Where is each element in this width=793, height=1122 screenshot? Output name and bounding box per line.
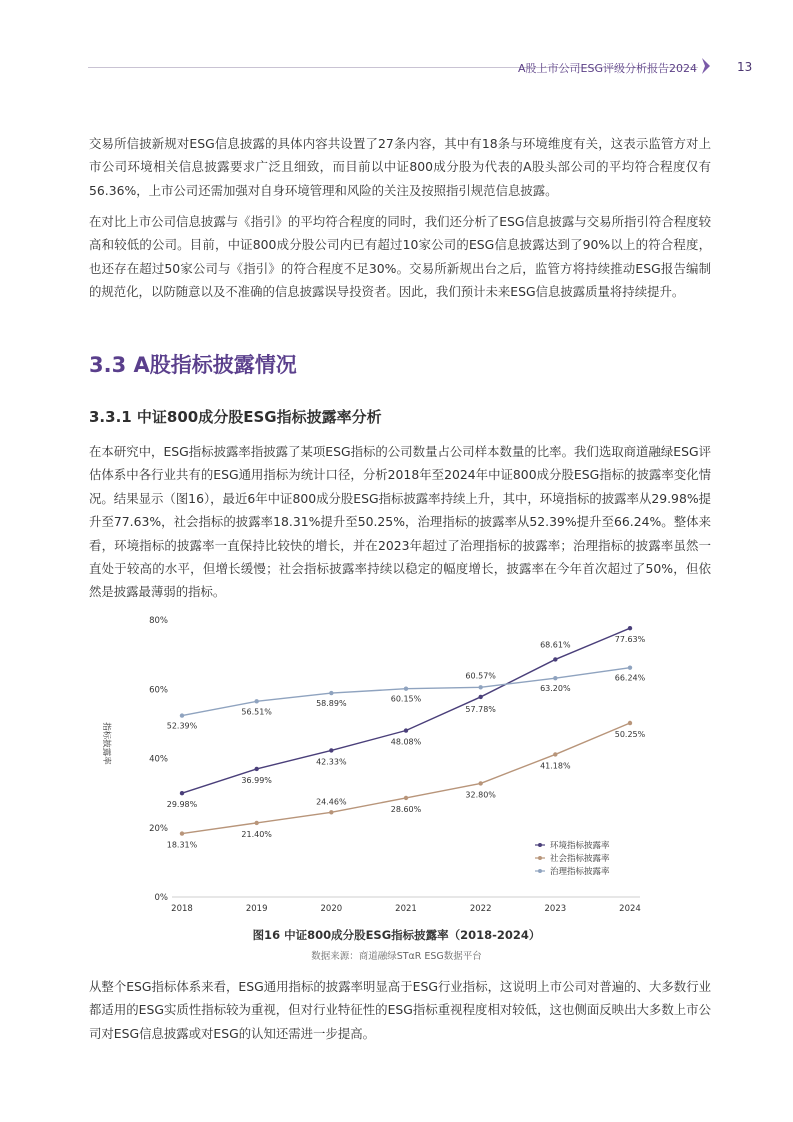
y-tick-label: 40% [149,754,168,765]
x-tick-label: 2019 [245,904,268,914]
data-point [254,767,258,771]
data-label: 48.08% [390,737,422,747]
x-tick-label: 2020 [320,904,343,914]
x-tick-label: 2021 [395,904,417,914]
data-label: 24.46% [316,797,347,807]
data-label: 18.31% [166,840,198,850]
data-point [180,713,184,717]
y-tick-label: 0% [154,893,168,903]
data-point [478,685,482,689]
data-label: 68.61% [540,640,571,650]
data-label: 28.60% [390,804,422,814]
data-point [404,796,408,800]
y-tick-label: 60% [149,685,168,696]
data-label: 50.25% [614,730,646,740]
data-point [553,676,557,680]
data-label: 60.15% [390,694,422,704]
legend-swatch-marker [538,843,542,847]
figure-source: 数据来源：商道融绿STαR ESG数据平台 [311,951,482,962]
data-point [628,665,632,669]
data-label: 60.57% [465,671,496,681]
disclosure-rate-chart [90,605,710,935]
y-tick-label: 20% [149,823,168,834]
data-label: 77.63% [614,635,646,645]
x-tick-label: 2022 [469,904,492,914]
chevron-right-icon [700,57,712,75]
data-label: 52.39% [166,721,198,731]
legend-label: 环境指标披露率 [550,841,610,851]
report-title: A股上市公司ESG评级分析报告2024 [518,62,697,75]
data-label: 36.99% [241,775,272,785]
data-label: 41.18% [540,761,571,771]
data-label: 58.89% [316,699,347,709]
data-point [628,721,632,725]
data-point [404,728,408,732]
legend-label: 社会指标披露率 [550,854,610,864]
data-point [180,831,184,835]
x-tick-label: 2024 [619,904,641,914]
data-point [180,791,184,795]
paragraph-intro: 交易所信披新规对ESG信息披露的具体内容共设置了27条内容，其中有18条与环境维度有关，这表示监管方对上市公司环境相关信息披露要求广泛且细致，而目前以中证800成分股为代表的A股头部公司的平均符合程度仅有56.36%，上市公司还需加强对自身环境管理和风险的关注及按照指引规范信息披露。 [89,136,711,198]
subsection-heading: 3.3.1 中证800成分股ESG指标披露率分析 [89,408,382,426]
y-tick-label: 80% [149,616,168,626]
data-point [478,695,482,699]
data-label: 32.80% [465,790,496,800]
legend-label: 治理指标披露率 [550,867,610,877]
data-point [254,821,258,825]
data-point [404,687,408,691]
x-tick-label: 2018 [171,904,193,914]
data-point [329,810,333,814]
figure-caption: 图16 中证800成分股ESG指标披露率（2018-2024） [252,928,541,942]
data-label: 66.24% [614,673,646,683]
data-point [254,699,258,703]
data-label: 63.20% [540,684,571,694]
data-label: 56.51% [241,707,272,717]
paragraph-comparison: 在对比上市公司信息披露与《指引》的平均符合程度的同时，我们还分析了ESG信息披露与交易所指引符合程度较高和较低的公司。目前，中证800成分股公司内已有超过10家公司的ESG信息披露达到了90%以上的符合程度，也还存在超过50家公司与《指引》的符合程度不足30%。交易所新规出台之后，监管方将持续推动ESG报告编制的规范化，以防随意以及不准确的信息披露误导投资者。因此，我们预计未来ESG信息披露质量将持续提升。 [89,214,711,300]
legend-swatch-marker [538,856,542,860]
data-point [553,657,557,661]
legend-swatch-marker [538,869,542,873]
paragraph-analysis: 在本研究中，ESG指标披露率指披露了某项ESG指标的公司数量占公司样本数量的比率。我们选取商道融绿ESG评估体系中各行业共有的ESG通用指标为统计口径，分析2018年至2024年中证800成分股ESG指标的披露率变化情况。结果显示（图16），最近6年中证800成分股ESG指标披露率持续上升，其中，环境指标的披露率从29.98%提升至77.63%，社会指标的披露率18.31%提升至50.25%，治理指标的披露率从52.39%提升至66.24%。整体来看，环境指标的披露率一直保持比较快的增长，并在2023年超过了治理指标的披露率；治理指标的披露率虽然一直处于较高的水平，但增长缓慢；社会指标披露率持续以稳定的幅度增长，披露率在今年首次超过了50%，但依然是披露最薄弱的指标。 [89,444,711,600]
data-label: 29.98% [166,800,198,810]
line-chart [90,605,710,915]
page-number: 13 [737,60,753,74]
data-label: 57.78% [465,704,496,714]
data-point [329,748,333,752]
x-tick-label: 2023 [544,904,567,914]
section-heading: 3.3 A股指标披露情况 [89,353,297,377]
data-label: 42.33% [316,757,347,767]
data-point [478,781,482,785]
data-point [553,752,557,756]
y-axis-title: 指标披露率 [101,722,111,765]
data-point [628,626,632,630]
data-point [329,691,333,695]
paragraph-conclusion: 从整个ESG指标体系来看，ESG通用指标的披露率明显高于ESG行业指标，这说明上市公司对普遍的、大多数行业都适用的ESG实质性指标较为重视，但对行业特征性的ESG指标重视程度相对较低，这也侧面反映出大多数上市公司对ESG信息披露或对ESG的认知还需进一步提高。 [89,979,711,1041]
data-label: 21.40% [241,829,272,839]
